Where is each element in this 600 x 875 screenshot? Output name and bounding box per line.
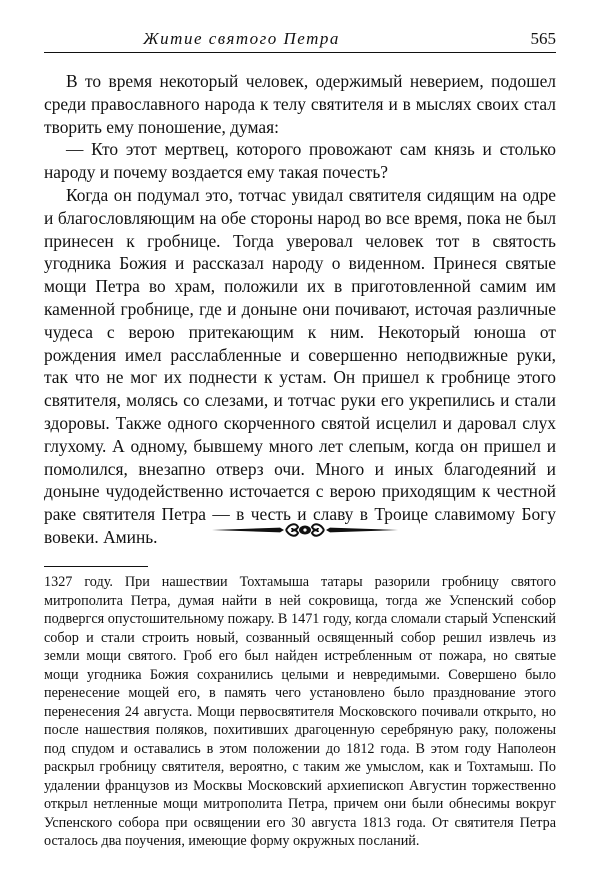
footnote-rule [44,566,148,567]
header-rule [44,52,556,53]
footnote [44,573,556,851]
paragraph-miracles: Когда он подумал это, тотчас увидал святителя сидящим на одре и благословляющим на обе стороны народ во все время, пока не был принесен к гробнице. Тогда уверовал человек тот в святость угодника Божия и рассказал народу о виденном. Принеся святые мощи Петра во храм, положили их в приготовленной самим им каменной гробнице, где и доныне они почивают, источая различные чудеса с верою притекающим к ним. Некоторый юноша от рождения имел расслабленные и совершенно неподвижные руки, так что не мог их поднести к устам. Он пришел к гробнице этого святителя, молясь со слезами, и тотчас руки его укрепились и стали здоровы. Также одного скорченного святой исцелил и даровал слух глухому. А одному, бывшему много лет слепым, когда он пришел и помолился, внезапно отверз очи. Много и иных благодеяний и доныне чудодейственно источается с верою приходящим к честной раке святителя Петра — в честь и славу в Троице славимому Богу вовеки. Аминь. [44,184,556,547]
page-number: 565 [530,29,556,48]
page-header [44,27,556,53]
tailpiece-ornament-icon [210,518,400,542]
main-text [44,70,556,549]
paragraph-unbeliever: В то время некоторый человек, одержимый неверием, подошел среди православного народа к телу святителя и в мыслях своих стал творить ему поношение, думая: [44,71,556,137]
footnote-text: 1327 году. При нашествии Тохтамыша татары разорили гробницу святого митрополита Петра, думая найти в ней сокровища, тогда же Успенский собор подвергся опустошительному пожару. В 1471 году, когда сломали старый Успенский собор и стали строить новый, созванный освященный собор решил извлечь из земли мощи святого. Гроб его был найден истребленным от пожара, но святые мощи угодника Божия сохранились целыми и невредимыми. Совершено было перенесение мощей его, в память чего установлено было празднование этого перенесения 24 августа. Мощи первосвятителя Московского почивали открыто, но после нашествия поляков, похитивших драгоценную серебряную раку, положены под спудом и оставались в этом положении до 1812 года. В этом году Наполеон раскрыл гробницу святителя, вероятно, с таким же умыслом, как и Тохтамыш. По удалении французов из Москвы Московский архиепископ Августин торжественно открыл нетленные мощи митрополита Петра, причем они были обнесимы вокруг Успенского собора при освящении его 30 августа 1813 года. От святителя Петра осталось два поучения, имеющие форму окружных посланий. [44,574,556,849]
paragraph-dialogue: — Кто этот мертвец, которого провожают сам князь и столько народу и почему воздается ему такая почесть? [44,139,556,183]
running-title: Житие святого Петра [143,29,340,48]
